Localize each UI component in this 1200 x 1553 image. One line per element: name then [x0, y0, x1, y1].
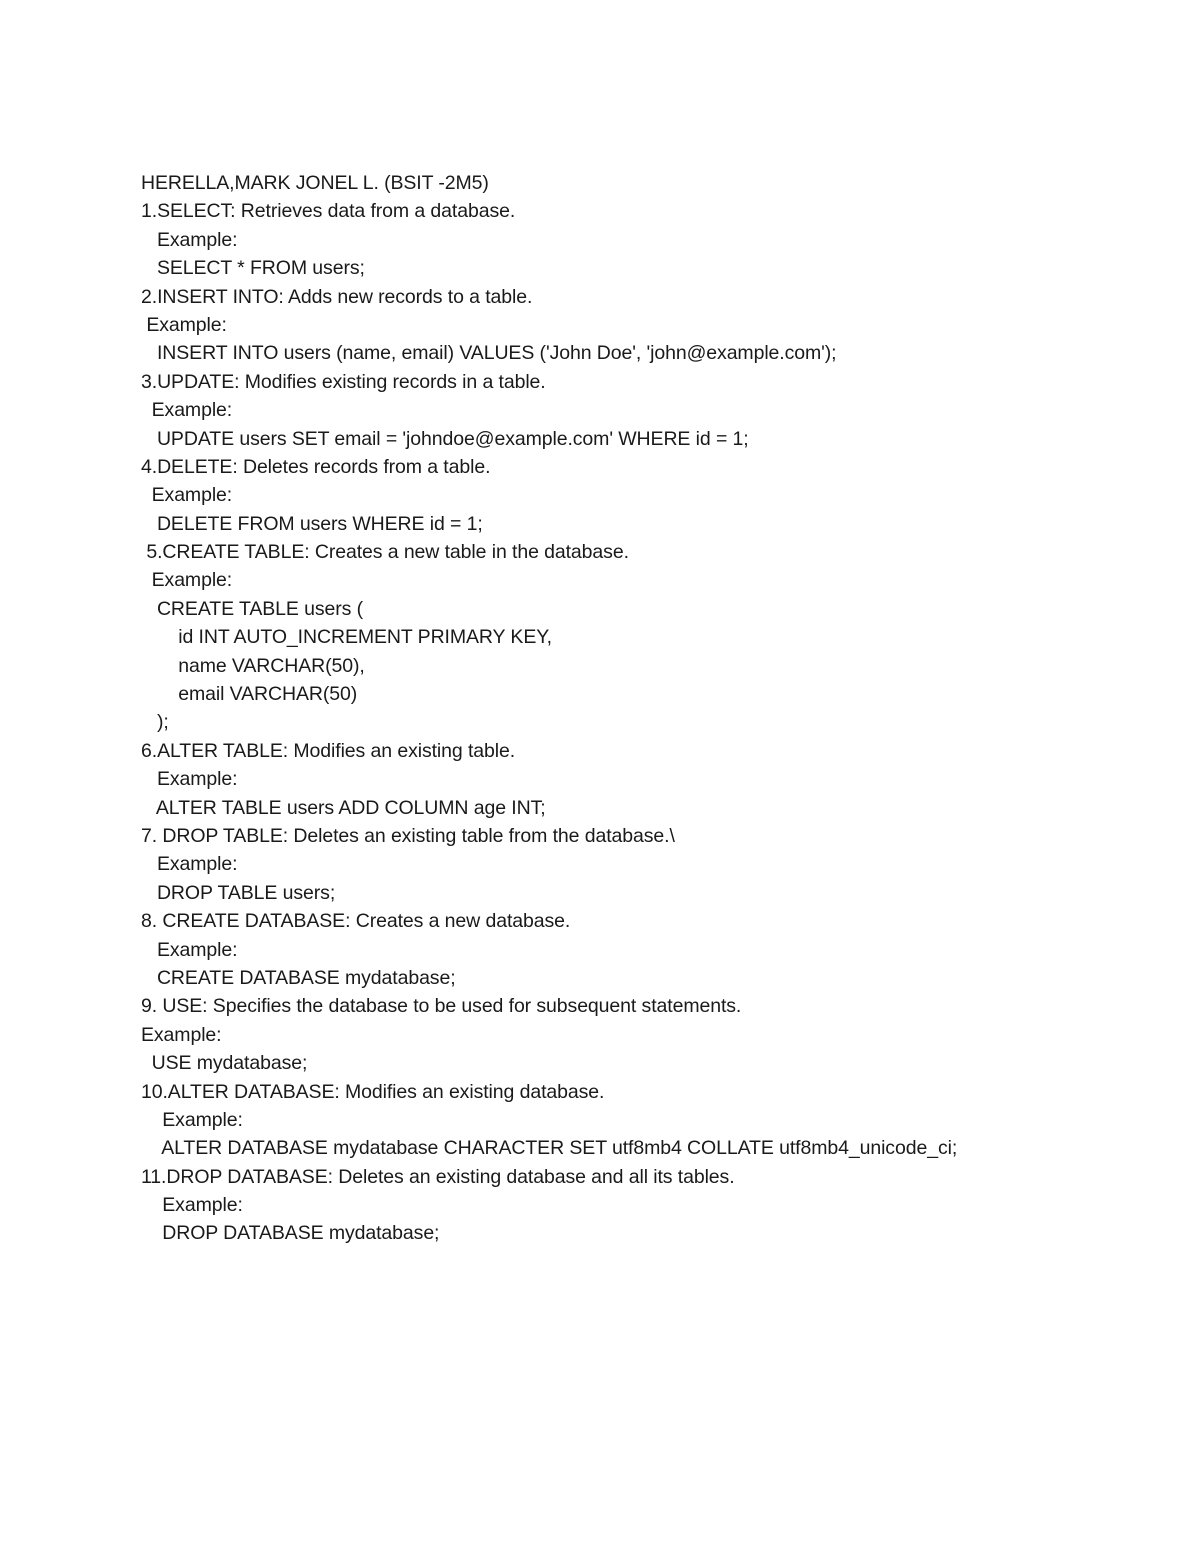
item-select-heading: 1.SELECT: Retrieves data from a database.	[141, 200, 516, 223]
item-insert-heading: 2.INSERT INTO: Adds new records to a table.	[141, 285, 533, 308]
item-create-database-example-label: Example:	[141, 938, 238, 961]
item-use-heading: 9. USE: Specifies the database to be used for subsequent statements.	[141, 995, 742, 1018]
item-update-example-code: UPDATE users SET email = 'johndoe@example.com' WHERE id = 1;	[141, 427, 749, 450]
item-create-database-example-code: CREATE DATABASE mydatabase;	[141, 966, 456, 989]
item-update-heading: 3.UPDATE: Modifies existing records in a table.	[141, 370, 546, 393]
item-create-table-code-line: );	[141, 711, 169, 734]
item-alter-table-example-label: Example:	[141, 768, 238, 791]
item-select-example-label: Example:	[141, 228, 238, 251]
item-create-table-example-label: Example:	[141, 569, 233, 592]
item-select-example-code: SELECT * FROM users;	[141, 257, 365, 280]
item-drop-table-heading: 7. DROP TABLE: Deletes an existing table from the database.\	[141, 824, 675, 847]
item-drop-database-example-label: Example:	[141, 1194, 243, 1217]
item-use-example-code: USE mydatabase;	[141, 1052, 308, 1075]
item-alter-table-heading: 6.ALTER TABLE: Modifies an existing table.	[141, 739, 516, 762]
item-drop-table-example-code: DROP TABLE users;	[141, 881, 336, 904]
author-heading: HERELLA,MARK JONEL L. (BSIT -2M5)	[141, 172, 489, 194]
item-create-table-code-line: id INT AUTO_INCREMENT PRIMARY KEY,	[141, 626, 552, 649]
item-drop-database-example-code: DROP DATABASE mydatabase;	[141, 1222, 440, 1245]
item-create-table-code-line: name VARCHAR(50),	[141, 654, 365, 677]
item-delete-example-label: Example:	[141, 484, 233, 507]
item-alter-database-heading: 10.ALTER DATABASE: Modifies an existing database.	[141, 1080, 605, 1103]
item-alter-table-example-code: ALTER TABLE users ADD COLUMN age INT;	[141, 796, 546, 819]
item-create-database-heading: 8. CREATE DATABASE: Creates a new database.	[141, 910, 571, 933]
item-delete-heading: 4.DELETE: Deletes records from a table.	[141, 455, 491, 478]
item-insert-example-label: Example:	[141, 313, 227, 336]
item-update-example-label: Example:	[141, 399, 233, 422]
item-drop-database-heading: 11.DROP DATABASE: Deletes an existing database and all its tables.	[141, 1165, 735, 1188]
item-drop-table-example-label: Example:	[141, 853, 238, 876]
item-alter-database-example-label: Example:	[141, 1108, 243, 1131]
item-create-table-heading: 5.CREATE TABLE: Creates a new table in the database.	[141, 541, 629, 564]
item-create-table-code-line: CREATE TABLE users (	[141, 597, 364, 620]
item-use-example-label: Example:	[141, 1023, 222, 1046]
item-alter-database-example-code: ALTER DATABASE mydatabase CHARACTER SET utf8mb4 COLLATE utf8mb4_unicode_ci;	[141, 1137, 958, 1160]
document-body	[141, 169, 1141, 1248]
item-delete-example-code: DELETE FROM users WHERE id = 1;	[141, 512, 483, 535]
item-create-table-code-line: email VARCHAR(50)	[141, 683, 358, 706]
item-insert-example-code: INSERT INTO users (name, email) VALUES ('John Doe', 'john@example.com');	[141, 342, 837, 365]
